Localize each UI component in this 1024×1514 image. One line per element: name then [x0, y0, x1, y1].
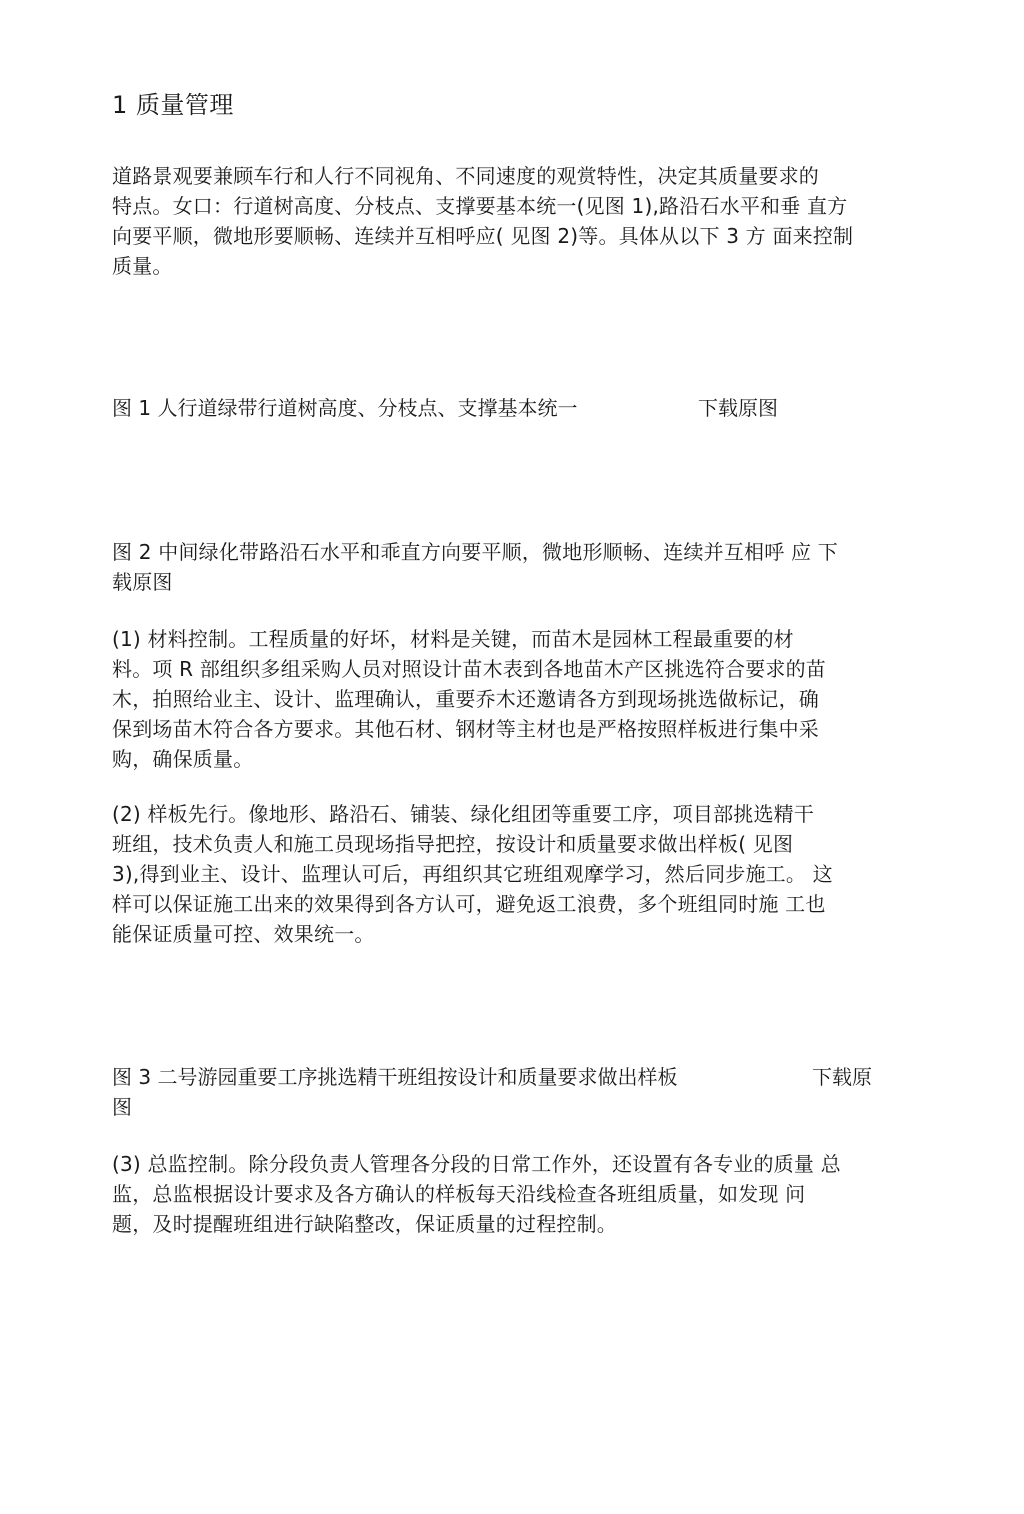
section-heading: 1 质量管理: [112, 91, 234, 119]
figure-1-download-link[interactable]: 下载原图: [698, 396, 778, 420]
figure-3-caption-row: [112, 1062, 902, 1119]
figure-3-caption: 图 3 二号游园重要工序挑选精干班组按设计和质量要求做出样板: [112, 1065, 678, 1089]
figure-1-caption: 图 1 人行道绿带行道树高度、分枝点、支撑基本统一: [112, 396, 578, 420]
figure-3-download-link-wrap[interactable]: 图: [112, 1095, 132, 1119]
figure-2-caption: 图 2 中间绿化带路沿石水平和乖直方向要平顺，微地形顺畅、连续并互相呼 应 下 载原图: [112, 540, 838, 594]
intro-paragraph: 道路景观要兼顾车行和人行不同视角、不同速度的观赏特性，决定其质量要求的 特点。女口：行道树高度、分枝点、支撑要基本统一(见图 1),路沿石水平和垂 直方 向要平顺，微地形要顺畅、连续并互相呼应( 见图 2)等。具体从以下 3 方 面来控制 质量。: [112, 164, 854, 278]
figure-1-caption-row: [112, 393, 902, 423]
figure-3-download-link[interactable]: 下载原: [812, 1065, 872, 1089]
item-3-paragraph: (3) 总监控制。除分段负责人管理各分段的日常工作外，还设置有各专业的质量 总 监，总监根据设计要求及各方确认的样板每天沿线检查各班组质量，如发现 问 题，及时提醒班组进行缺陷整改，保证质量的过程控制。: [112, 1152, 841, 1236]
item-2-paragraph: (2) 样板先行。像地形、路沿石、铺装、绿化组团等重要工序，项目部挑选精干 班组，技术负责人和施工员现场指导把控，按设计和质量要求做出样板( 见图 3),得到业主、设计、监理认可后，再组织其它班组观摩学习，然后同步施工。 这 样可以保证施工出来的效果得到各方认可，避免返工浪费，多个班组同时施 工也 能保证质量可控、效果统一。: [112, 802, 833, 946]
item-1-paragraph: (1) 材料控制。工程质量的好坏，材料是关键，而苗木是园林工程最重要的材 料。项 R 部组织多组采购人员对照设计苗木表到各地苗木产区挑选符合要求的苗 木，拍照给业主、设计、监理确认，重要乔木还邀请各方到现场挑选做标记，确 保到场苗木符合各方要求。其他石材、钢材等主材也是严格按照样板进行集中采 购，确保质量。: [112, 627, 827, 771]
